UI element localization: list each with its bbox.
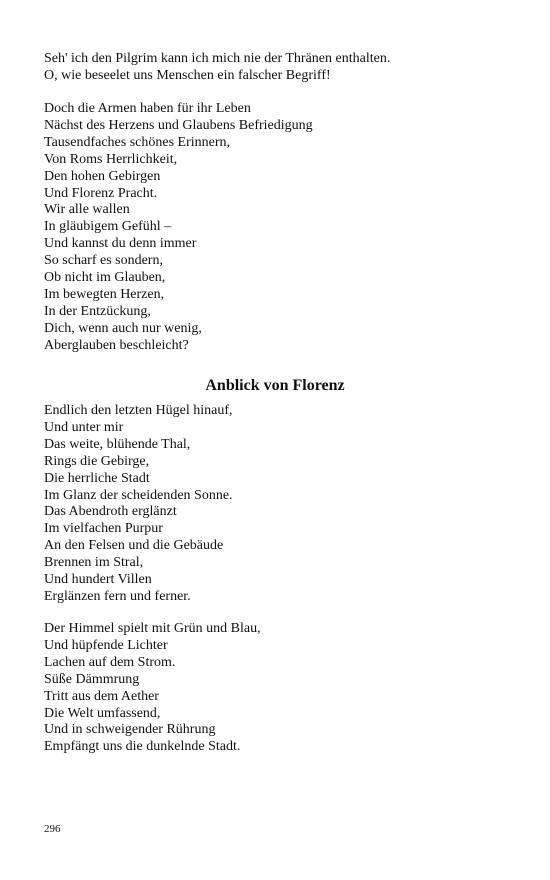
verse-line: Den hohen Gebirgen <box>44 168 161 184</box>
verse-line: Nächst des Herzens und Glaubens Befriedigung <box>44 117 313 133</box>
verse-line: Lachen auf dem Strom. <box>44 654 176 670</box>
verse-line: Das weite, blühende Thal, <box>44 436 191 452</box>
stanza-3 <box>44 403 504 606</box>
verse-line: Der Himmel spielt mit Grün und Blau, <box>44 621 261 636</box>
verse-line: Im vielfachen Purpur <box>44 521 163 537</box>
verse-line: Und unter mir <box>44 419 124 435</box>
verse-line: In der Entzückung, <box>44 303 151 319</box>
verse-line: Aberglauben beschleicht? <box>44 337 189 353</box>
verse-line: Und hüpfende Lichter <box>44 637 168 653</box>
stanza-1 <box>44 51 504 85</box>
verse-line: Von Roms Herrlichkeit, <box>44 151 178 167</box>
verse-line: Und in schweigender Rührung <box>44 722 216 738</box>
verse-line: Süße Dämmrung <box>44 671 140 687</box>
verse-line: Im bewegten Herzen, <box>44 286 165 302</box>
verse-line: Und Florenz Pracht. <box>44 185 158 201</box>
verse-line: Endlich den letzten Hügel hinauf, <box>44 403 233 418</box>
verse-line: Das Abendroth erglänzt <box>44 504 177 520</box>
verse-line: An den Felsen und die Gebäude <box>44 538 224 554</box>
verse-line: Tausendfaches schönes Erinnern, <box>44 134 231 150</box>
verse-line: In gläubigem Gefühl – <box>44 219 172 235</box>
verse-line: O, wie beseelet uns Menschen ein falscher Begriff! <box>44 67 331 83</box>
stanza-2 <box>44 101 504 355</box>
verse-line: Und hundert Villen <box>44 572 152 588</box>
verse-line: Dich, wenn auch nur wenig, <box>44 320 202 336</box>
verse-line: Erglänzen fern und ferner. <box>44 588 191 604</box>
verse-line: Im Glanz der scheidenden Sonne. <box>44 487 233 503</box>
verse-line: Rings die Gebirge, <box>44 453 150 469</box>
verse-line: Und kannst du denn immer <box>44 236 197 252</box>
verse-line: Seh' ich den Pilgrim kann ich mich nie der Thränen enthalten. <box>44 51 391 66</box>
poem-title: Anblick von Florenz <box>205 377 345 394</box>
verse-line: Ob nicht im Glauben, <box>44 270 166 286</box>
stanza-4 <box>44 621 504 756</box>
verse-line: Brennen im Stral, <box>44 555 144 571</box>
verse-line: Die Welt umfassend, <box>44 705 161 721</box>
verse-line: Tritt aus dem Aether <box>44 688 159 704</box>
verse-line: Wir alle wallen <box>44 202 130 218</box>
verse-line: Empfängt uns die dunkelnde Stadt. <box>44 739 241 755</box>
verse-line: Die herrliche Stadt <box>44 470 150 486</box>
verse-line: Doch die Armen haben für ihr Leben <box>44 101 251 116</box>
verse-line: So scharf es sondern, <box>44 253 163 269</box>
page-number: 296 <box>44 823 61 835</box>
